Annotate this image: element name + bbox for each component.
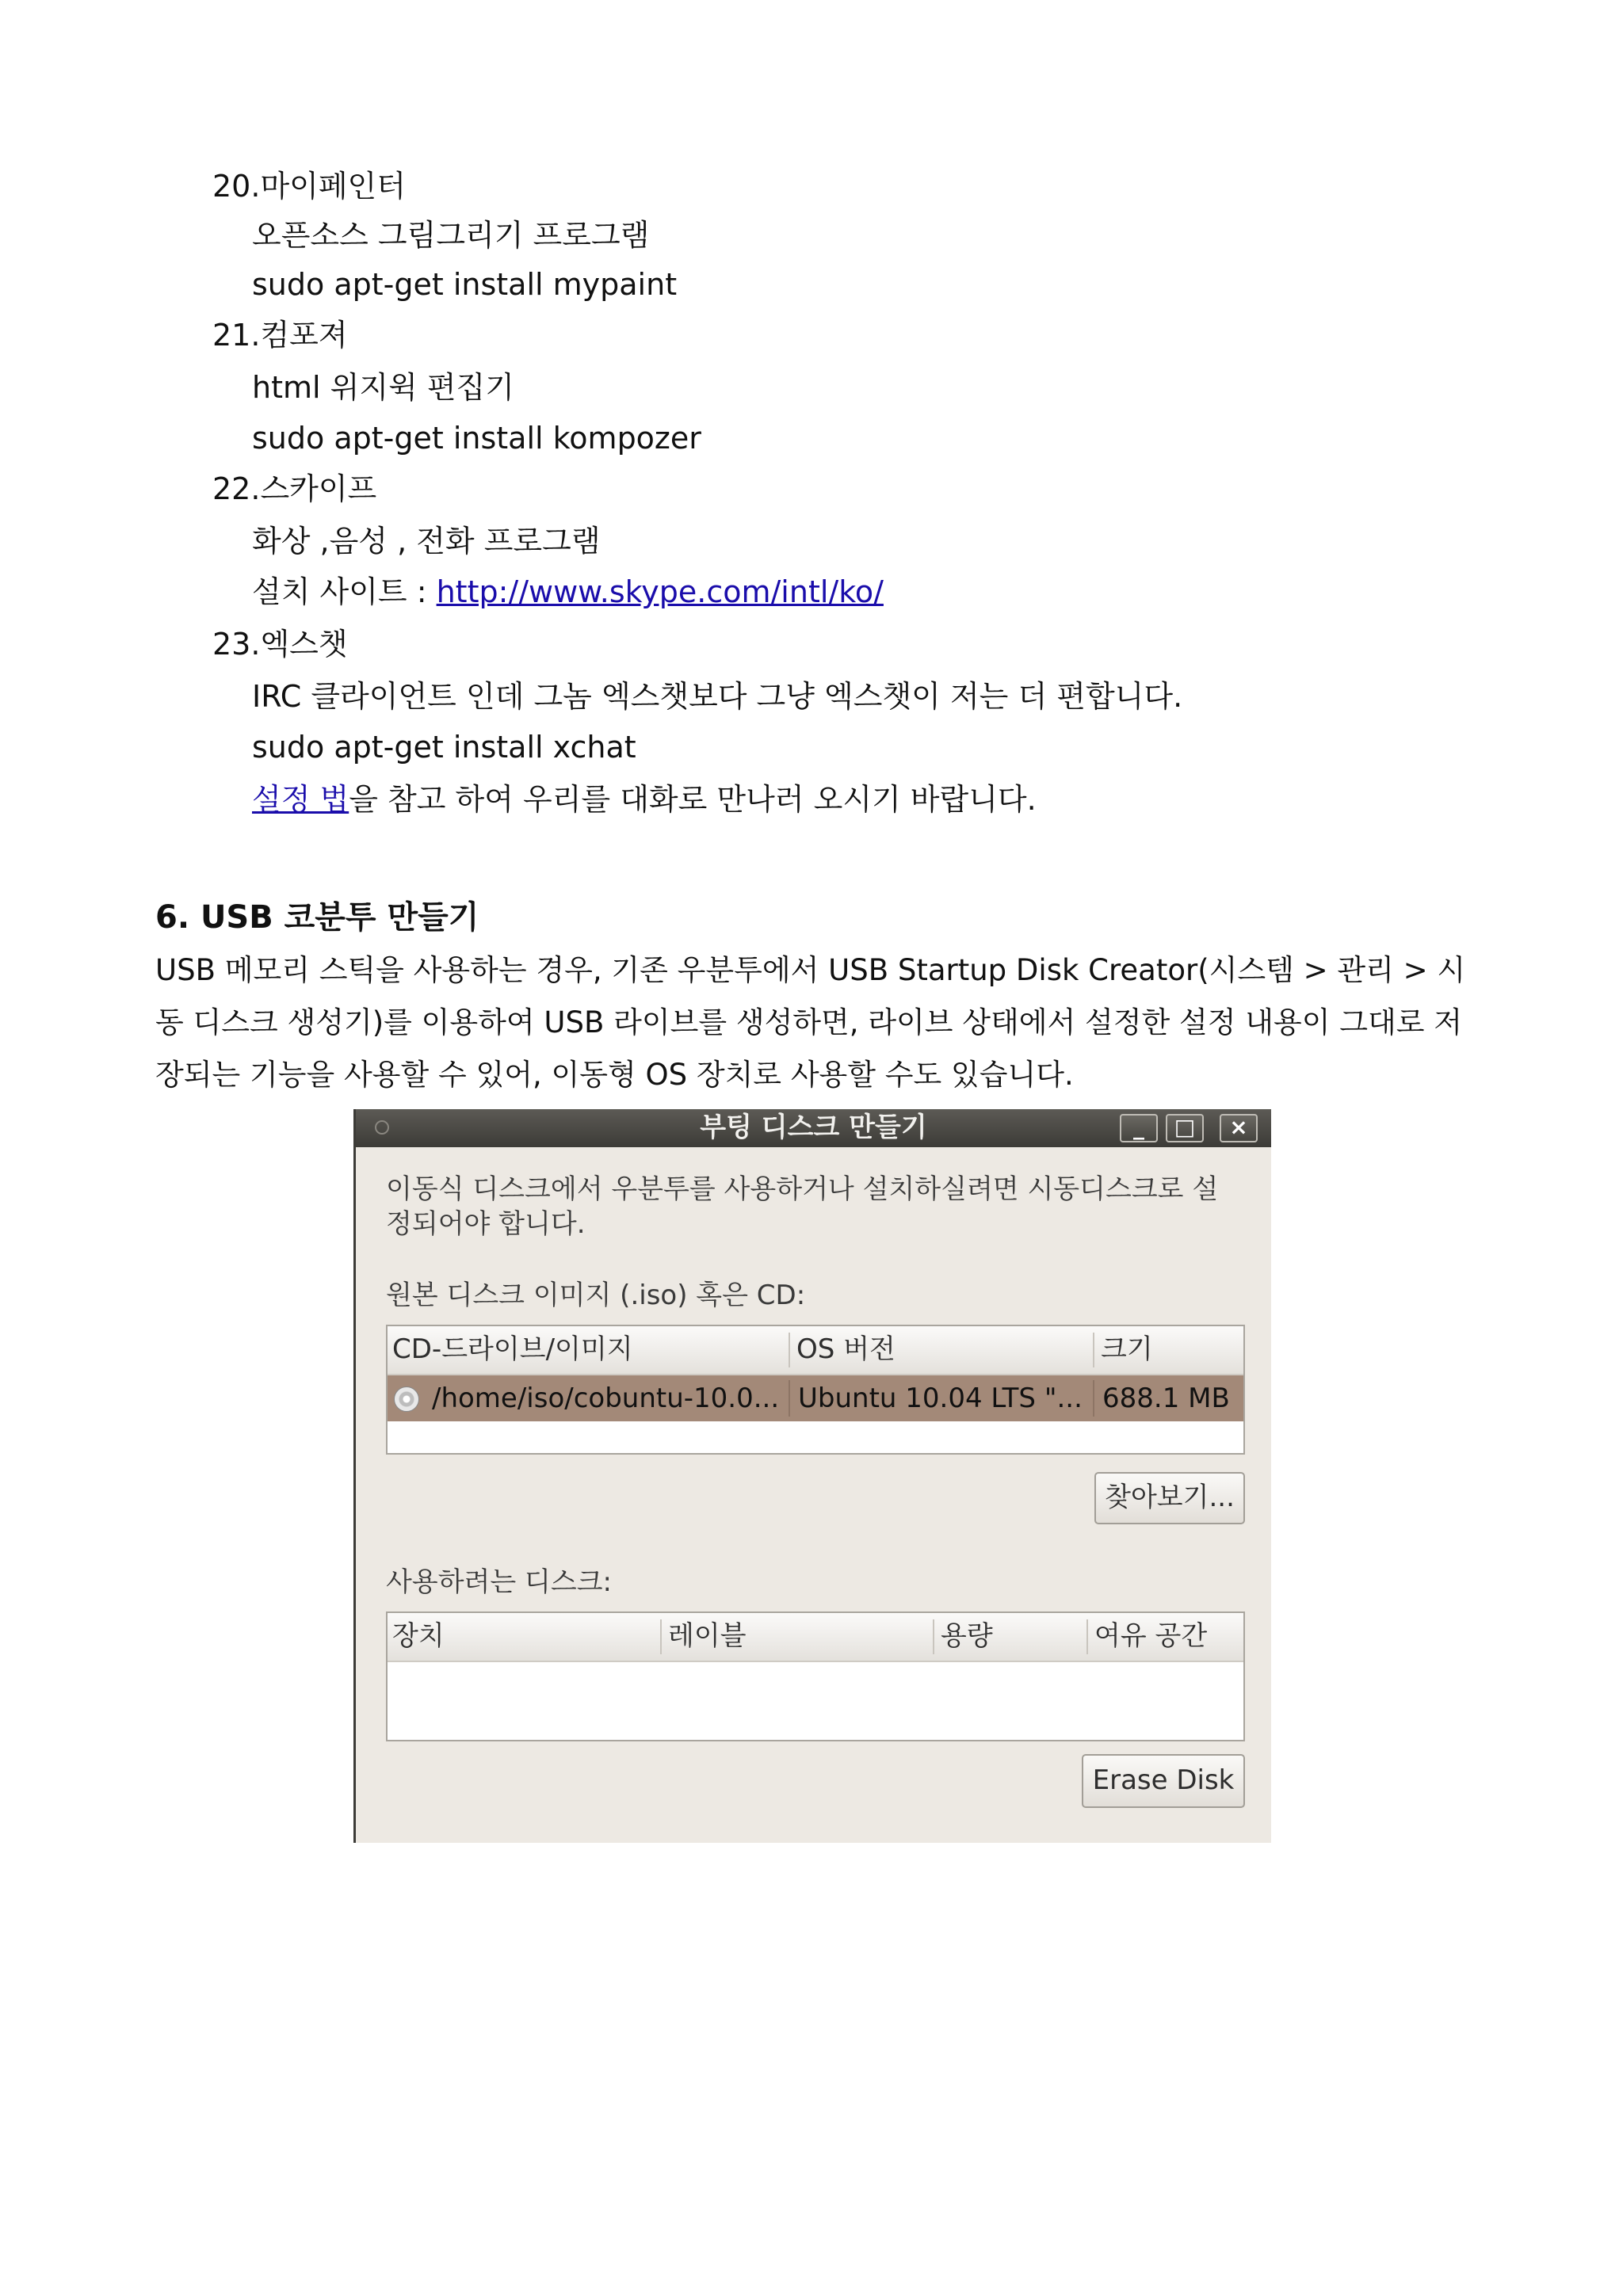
list-item-22-description: 화상 ,음성 , 전화 프로그램 bbox=[252, 524, 601, 559]
list-item-21-command: sudo apt-get install kompozer bbox=[252, 421, 701, 456]
section-heading: 6. USB 코분투 만들기 bbox=[155, 899, 479, 936]
startup-disk-dialog bbox=[353, 1109, 1271, 1843]
dialog-title: 부팅 디스크 만들기 bbox=[700, 1112, 927, 1143]
maximize-button[interactable]: □ bbox=[1166, 1114, 1204, 1142]
column-header-size[interactable]: 크기 bbox=[1101, 1333, 1153, 1365]
column-divider bbox=[1093, 1333, 1094, 1367]
disk-table bbox=[386, 1611, 1245, 1741]
minimize-button[interactable]: _ bbox=[1120, 1114, 1158, 1142]
list-item-23-description: IRC 클라이언트 인데 그놈 엑스챗보다 그냥 엑스챗이 저는 더 편합니다. bbox=[252, 679, 1183, 714]
column-header-free-space[interactable]: 여유 공간 bbox=[1094, 1620, 1208, 1652]
column-header-device[interactable]: 장치 bbox=[392, 1620, 445, 1652]
dialog-titlebar[interactable] bbox=[356, 1109, 1271, 1147]
source-table-header bbox=[388, 1326, 1243, 1375]
list-item-20-command: sudo apt-get install mypaint bbox=[252, 267, 678, 302]
dialog-intro-line-2: 정되어야 합니다. bbox=[386, 1208, 586, 1240]
list-item-23-command: sudo apt-get install xchat bbox=[252, 730, 636, 765]
list-item-23-title: 23.엑스챗 bbox=[212, 627, 348, 662]
column-divider bbox=[789, 1380, 790, 1417]
section-paragraph-line-2: 동 디스크 생성기)를 이용하여 USB 라이브를 생성하면, 라이브 상태에서 설정한 설정 내용이 그대로 저 bbox=[155, 1005, 1462, 1039]
close-button[interactable]: × bbox=[1220, 1114, 1258, 1142]
list-item-23-note: 설정 법을 참고 하여 우리를 대화로 만나러 오시기 바랍니다. bbox=[252, 782, 1037, 817]
list-item-20-title: 20.마이페인터 bbox=[212, 169, 406, 204]
column-divider bbox=[933, 1619, 934, 1654]
column-header-label[interactable]: 레이블 bbox=[668, 1620, 747, 1652]
list-item-22-site: 설치 사이트 : http://www.skype.com/intl/ko/ bbox=[252, 574, 884, 609]
list-item-22-title: 22.스카이프 bbox=[212, 471, 377, 506]
dialog-intro-line-1: 이동식 디스크에서 우분투를 사용하거나 설치하실려면 시동디스크로 설 bbox=[386, 1173, 1219, 1205]
column-divider bbox=[1086, 1619, 1088, 1654]
erase-disk-button[interactable]: Erase Disk bbox=[1082, 1754, 1245, 1808]
list-item-21-description: html 위지윅 편집기 bbox=[252, 370, 514, 405]
column-header-os-version[interactable]: OS 버전 bbox=[796, 1333, 896, 1365]
row-os-version: Ubuntu 10.04 LTS "... bbox=[798, 1383, 1083, 1414]
column-divider bbox=[660, 1619, 662, 1654]
row-size: 688.1 MB bbox=[1102, 1383, 1230, 1414]
column-header-capacity[interactable]: 용량 bbox=[941, 1620, 993, 1652]
table-row[interactable] bbox=[388, 1375, 1243, 1421]
column-header-cd-drive[interactable]: CD-드라이브/이미지 bbox=[392, 1333, 633, 1365]
list-item-20-description: 오픈소스 그림그리기 프로그램 bbox=[252, 218, 650, 253]
disk-label: 사용하려는 디스크: bbox=[386, 1566, 613, 1598]
section-paragraph-line-1: USB 메모리 스틱을 사용하는 경우, 기존 우분투에서 USB Startup Disk Creator(시스템 > 관리 > 시 bbox=[155, 953, 1466, 987]
settings-guide-link[interactable]: 설정 법 bbox=[252, 782, 349, 817]
source-label: 원본 디스크 이미지 (.iso) 혹은 CD: bbox=[386, 1280, 806, 1311]
section-paragraph-line-3: 장되는 기능을 사용할 수 있어, 이동형 OS 장치로 사용할 수도 있습니다. bbox=[155, 1058, 1074, 1092]
disk-table-header bbox=[388, 1613, 1243, 1662]
column-divider bbox=[1093, 1380, 1094, 1417]
skype-site-link[interactable]: http://www.skype.com/intl/ko/ bbox=[436, 574, 884, 609]
source-table bbox=[386, 1325, 1245, 1455]
list-item-21-title: 21.컴포져 bbox=[212, 318, 348, 353]
column-divider bbox=[789, 1333, 790, 1367]
row-path: /home/iso/cobuntu-10.0... bbox=[432, 1383, 780, 1414]
browse-button[interactable]: 찾아보기... bbox=[1094, 1472, 1245, 1524]
cd-icon bbox=[394, 1386, 419, 1412]
